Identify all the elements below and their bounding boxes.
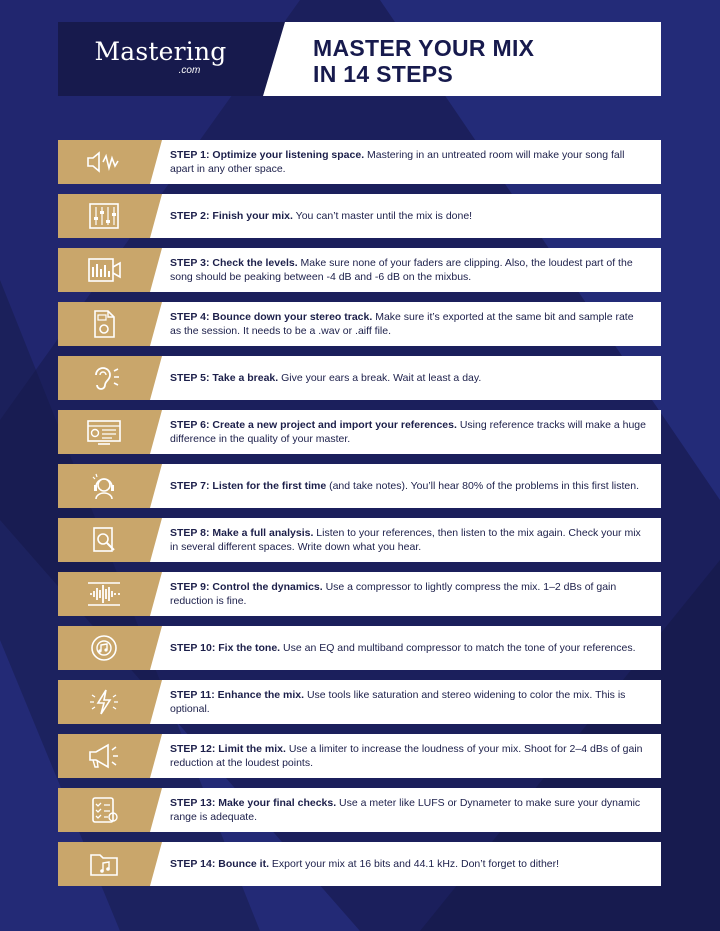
waveform-icon [84,579,124,609]
step-description: Use a meter like LUFS or Dynameter to make sure your dynamic range is adequate. [170,797,641,823]
level-meter-icon [84,255,124,285]
step-description: You can’t master until the mix is done! [292,210,473,222]
checklist-icon [84,795,124,825]
step-title: STEP 9: Control the dynamics. [170,581,323,593]
logo [58,22,263,96]
audio-file-icon [84,309,124,339]
step-item-14 [58,842,661,886]
megaphone-icon [84,741,124,771]
step-item-10 [58,626,661,670]
ear-icon [84,363,124,393]
step-item-5 [58,356,661,400]
step-title: STEP 13: Make your final checks. [170,797,337,809]
step-item-11 [58,680,661,724]
header-banner [58,22,661,96]
step-description: Use an EQ and multiband compressor to match the tone of your references. [280,642,636,654]
step-description: Listen to your references, then listen to the mix again. Check your mix in several different spaces. Write down what you hear. [170,527,641,553]
step-title: STEP 10: Fix the tone. [170,642,281,654]
step-item-13 [58,788,661,832]
step-item-2 [58,194,661,238]
title-line-2: IN 14 STEPS [313,61,454,87]
step-item-6 [58,410,661,454]
step-title: STEP 5: Take a break. [170,372,279,384]
project-window-icon [84,417,124,447]
step-title: STEP 6: Create a new project and import your references. [170,419,457,431]
step-title: STEP 4: Bounce down your stereo track. [170,311,373,323]
lightning-icon [84,687,124,717]
step-item-1 [58,140,661,184]
magnifier-document-icon [84,525,124,555]
mixer-faders-icon [84,201,124,231]
title-line-1: MASTER YOUR MIX [313,35,535,61]
step-item-4 [58,302,661,346]
step-title: STEP 1: Optimize your listening space. [170,149,365,161]
step-description: Use a limiter to increase the loudness of your mix. Shoot for 2–4 dBs of gain reduction at the loudest points. [170,743,643,769]
step-title: STEP 11: Enhance the mix. [170,689,305,701]
step-title: STEP 2: Finish your mix. [170,210,293,222]
page-title [313,35,534,96]
tone-dial-icon [84,633,124,663]
logo-domain: .com [178,64,201,76]
music-folder-icon [84,849,124,879]
step-description: Using reference tracks will make a huge difference in the quality of your master. [170,419,646,445]
step-title: STEP 12: Limit the mix. [170,743,286,755]
step-item-7 [58,464,661,508]
logo-wordmark: Mastering [94,36,227,66]
headphones-listener-icon [84,471,124,501]
step-description: Make sure none of your faders are clipping. Also, the loudest part of the song should be peaking between -4 dB and -6 dB on the mixbus. [170,257,633,283]
speaker-wave-icon [84,147,124,177]
step-title: STEP 7: Listen for the first time [170,480,327,492]
step-description: Give your ears a break. Wait at least a day. [278,372,482,384]
step-description: Export your mix at 16 bits and 44.1 kHz. Don’t forget to dither! [269,858,560,870]
step-description: Use a compressor to lightly compress the mix. 1–2 dBs of gain reduction is fine. [170,581,617,607]
step-description: Use tools like saturation and stereo widening to color the mix. This is optional. [170,689,626,715]
step-title: STEP 3: Check the levels. [170,257,298,269]
step-item-3 [58,248,661,292]
step-item-9 [58,572,661,616]
step-title: STEP 14: Bounce it. [170,858,269,870]
step-title: STEP 8: Make a full analysis. [170,527,314,539]
step-item-8 [58,518,661,562]
step-item-12 [58,734,661,778]
step-description: Make sure it’s exported at the same bit and sample rate as the session. It needs to be a .wav or .aiff file. [170,311,634,337]
step-description: (and take notes). You’ll hear 80% of the problems in this first listen. [326,480,640,492]
step-description: Mastering in an untreated room will make your song fall apart in any other space. [170,149,625,175]
